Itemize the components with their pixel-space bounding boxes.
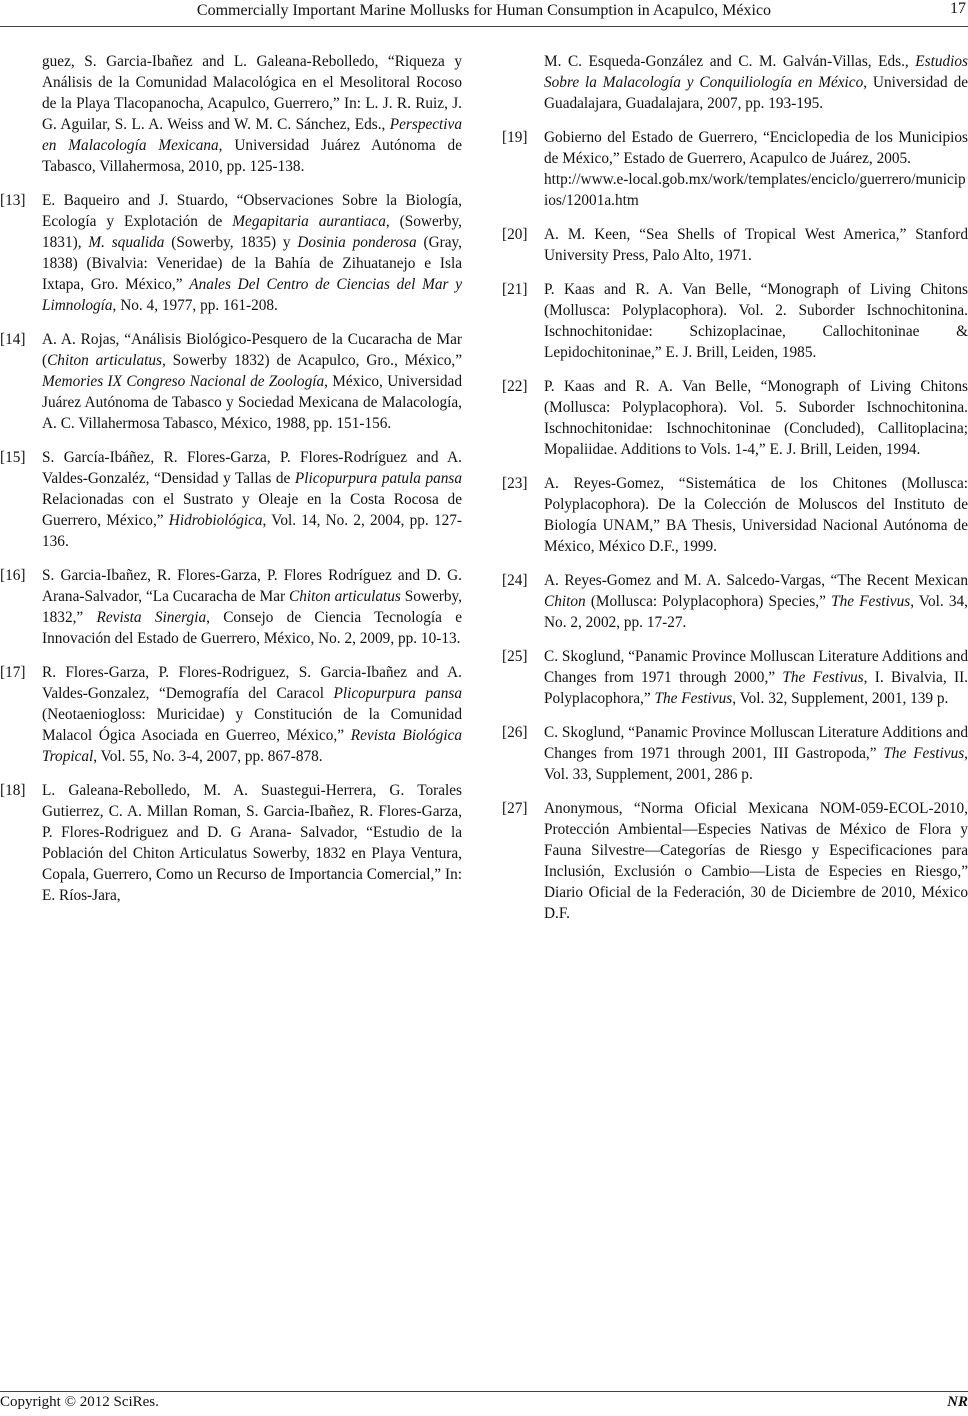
reference-number: [20] [502, 226, 528, 243]
reference-entry [502, 279, 968, 363]
ref-text: , Vol. 32, Supplement, 2001, 139 p. [732, 690, 949, 707]
journal-abbreviation: NR [947, 1394, 968, 1410]
ref-text: Sowerby, 1832,” [42, 588, 463, 626]
reference-entry [0, 447, 462, 552]
reference-number: [15] [0, 449, 26, 466]
italic-text: Estudios Sobre la Malacología y Conquiliología en México [544, 53, 968, 91]
italic-text: Plicopurpura patula pansa [294, 470, 462, 487]
ref-text: C. Skoglund, “Panamic Province Molluscan Literature Additions and Changes from 1971 through 2001, III Gastropoda,” [544, 724, 968, 762]
italic-text: Chiton [544, 593, 586, 610]
ref-text: A. Reyes-Gomez and M. A. Salcedo-Vargas, “The Recent Mexican [544, 572, 968, 589]
ref-text: C. Skoglund, “Panamic Province Molluscan Literature Additions and Changes from 1971 through 2000,” [544, 648, 968, 686]
reference-number: [26] [502, 724, 528, 741]
italic-text: Memories IX Congreso Nacional de Zoología [42, 373, 325, 390]
reference-entry [502, 798, 968, 924]
italic-text: The Festivus [883, 745, 965, 762]
ref-text: L. Galeana-Rebolledo, M. A. Suastegui-Herrera, G. Torales Gutierrez, C. A. Millan Roman, S. Garcia-Ibañez, R. Flores-Garza, P. Flores-Rodriguez and D. G Arana- Salvador, “Estudio de la Población del Chiton Articulatus Sowerby, 1832 en Playa Ventura, Copala, Guerrero, Como un Recurso de Importancia Comercial,” In: E. Ríos-Jara, [42, 782, 462, 904]
reference-body [42, 190, 462, 316]
reference-entry [0, 329, 462, 434]
ref-text: A. M. Keen, “Sea Shells of Tropical West America,” Stanford University Press, Palo Alto, 1971. [544, 226, 968, 264]
reference-number: [19] [502, 129, 528, 146]
ref-text: , Consejo de Ciencia Tecnología e Innovación del Estado de Guerrero, México, No. 2, 2009, pp. 10-13. [42, 609, 462, 647]
running-title: Commercially Important Marine Mollusks for Human Consumption in Acapulco, México [196, 2, 772, 19]
copyright-notice: Copyright © 2012 SciRes. [0, 1394, 159, 1410]
italic-text: Anales Del Centro de Ciencias del Mar y Limnología [42, 276, 462, 314]
reference-body [544, 570, 968, 633]
italic-text: Chiton articulatus [47, 352, 162, 369]
reference-body [544, 127, 968, 169]
reference-url[interactable]: http://www.e-local.gob.mx/work/templates/enciclo/guerrero/municipios/12001a.htm [544, 171, 966, 209]
reference-entry [0, 662, 462, 767]
ref-text: Relacionadas con el Sustrato y Oleaje en la Costa Rocosa de Guerrero, México,” [42, 491, 462, 529]
italic-text: The Festivus [782, 669, 864, 686]
reference-continuation [502, 51, 968, 114]
reference-body [42, 780, 462, 906]
italic-text: Hidrobiológica [168, 512, 263, 529]
italic-text: Revista Sinergia [96, 609, 207, 626]
reference-entry [502, 722, 968, 785]
ref-text: , I. Bivalvia, II. Polyplacophora,” [544, 669, 968, 707]
reference-number: [22] [502, 378, 528, 395]
ref-text: , Vol. 34, No. 2, 2002, pp. 17-27. [544, 593, 968, 631]
ref-text: Gobierno del Estado de Guerrero, “Enciclopedia de los Municipios de México,” Estado de Guerrero, Acapulco de Juárez, 2005. [544, 129, 968, 167]
ref-text: , Universidad de Guadalajara, Guadalajara, 2007, pp. 193-195. [544, 74, 968, 112]
reference-number: [14] [0, 331, 26, 348]
reference-body [42, 447, 462, 552]
reference-body [544, 722, 968, 785]
ref-text: , (Sowerby, 1831), [42, 213, 462, 251]
page-header [0, 0, 968, 27]
ref-text: , Vol. 55, No. 3-4, 2007, pp. 867-878. [93, 748, 323, 765]
ref-text: S. García-Ibáñez, R. Flores-Garza, P. Flores-Rodríguez and A. Valdes-Gonzaléz, “Densidad y Tallas de [42, 449, 462, 487]
ref-text: (Mollusca: Polyplacophora) Species,” [585, 593, 832, 610]
reference-body [544, 279, 968, 363]
reference-entry [0, 565, 462, 649]
ref-text: , No. 4, 1977, pp. 161-208. [112, 297, 278, 314]
ref-text: Anonymous, “Norma Oficial Mexicana NOM-059-ECOL-2010, Protección Ambiental—Especies Nativas de México de Flora y Fauna Silvestre—Categorías de Riesgo y Especificaciones para Inclusión, Exclusión o Cambio—Lista de Especies en Riesgo,” Diario Oficial de la Federación, 30 de Diciembre de 2010, México D.F. [544, 800, 968, 922]
reference-continuation [0, 51, 462, 177]
ref-text: (Gray, 1838) (Bivalvia: Veneridae) de la Bahía de Zihuatanejo e Isla Ixtapa, Gro. México,” [42, 234, 462, 293]
reference-entry [502, 473, 968, 557]
page-footer [0, 1391, 968, 1416]
reference-body [42, 662, 462, 767]
reference-number: [13] [0, 192, 26, 209]
reference-number: [24] [502, 572, 528, 589]
ref-text: , Sowerby 1832) de Acapulco, Gro., México,” [161, 352, 463, 369]
reference-body [544, 376, 968, 460]
italic-text: Chiton articulatus [289, 588, 401, 605]
italic-text: Megapitaria aurantiaca [232, 213, 386, 230]
reference-entry [502, 127, 968, 211]
reference-number: [17] [0, 664, 26, 681]
reference-entry [502, 224, 968, 266]
ref-text: , Vol. 33, Supplement, 2001, 286 p. [544, 745, 968, 783]
reference-number: [21] [502, 281, 528, 298]
right-column [502, 51, 968, 937]
italic-text: Dosinia ponderosa [297, 234, 417, 251]
italic-text: Perspectiva en Malacología Mexicana [42, 116, 462, 154]
ref-text: P. Kaas and R. A. Van Belle, “Monograph of Living Chitons (Mollusca: Polyplacophora). Vol. 5. Suborder Ischnochitonina. Ischnochitonidae: Ischnochitoninae (Concluded), Callitoplacina; Mopaliidae. Additions to Vols. 1-4,” E. J. Brill, Leiden, 1994. [544, 378, 968, 458]
reference-entry [502, 376, 968, 460]
italic-text: Plicopurpura pansa [333, 685, 462, 702]
reference-body [42, 565, 462, 649]
ref-text: guez, S. Garcia-Ibañez and L. Galeana-Rebolledo, “Riqueza y Análisis de la Comunidad Malacológica en el Mesolitoral Rocoso de la Playa Tlacopanocha, Acapulco, Guerrero,” In: L. J. R. Ruiz, J. G. Aguilar, S. L. A. Weiss and W. M. C. Sánchez, Eds., [42, 53, 462, 133]
ref-text: A. A. Rojas, “Análisis Biológico-Pesquero de la Cucaracha de Mar ( [42, 331, 462, 369]
reference-entry [502, 646, 968, 709]
ref-text: (Sowerby, 1835) y [164, 234, 298, 251]
ref-text: , México, Universidad Juárez Autónoma de Tabasco y Sociedad Mexicana de Malacología, A. C. Villahermosa Tabasco, México, 1988, pp. 151-156. [42, 373, 462, 432]
reference-number: [25] [502, 648, 528, 665]
left-column [0, 51, 462, 919]
italic-text: Revista Biológica Tropical [42, 727, 463, 765]
ref-text: A. Reyes-Gomez, “Sistemática de los Chitones (Mollusca: Polyplacophora). De la Colección de Moluscos del Instituto de Biología UNAM,” BA Thesis, Universidad Nacional Autónoma de México, México D.F., 1999. [544, 475, 968, 555]
reference-entry [502, 570, 968, 633]
ref-text: , Universidad Juárez Autónoma de Tabasco, Villahermosa, 2010, pp. 125-138. [42, 137, 462, 175]
ref-text: M. C. Esqueda-González and C. M. Galván-Villas, Eds., [544, 53, 916, 70]
page-number: 17 [950, 0, 966, 17]
reference-entry [0, 190, 462, 316]
reference-number: [27] [502, 800, 528, 817]
reference-number: [18] [0, 782, 26, 799]
reference-body [544, 646, 968, 709]
ref-text: (Neotaeniogloss: Muricidae) y Constitución de la Comunidad Malacol Ógica Asociada en Guerreo, México,” [42, 706, 462, 744]
reference-body [544, 473, 968, 557]
reference-body [544, 798, 968, 924]
reference-entry [0, 780, 462, 906]
italic-text: The Festivus [654, 690, 733, 707]
ref-text: P. Kaas and R. A. Van Belle, “Monograph of Living Chitons (Mollusca: Polyplacophora). Vol. 2. Suborder Ischnochitonina. Ischnochitonidae: Schizoplacinae, Callochitoninae & Lepidochitoninae,” E. J. Brill, Leiden, 1985. [544, 281, 968, 361]
reference-body [42, 329, 462, 434]
ref-text: R. Flores-Garza, P. Flores-Rodriguez, S. Garcia-Ibañez and A. Valdes-Gonzalez, “Demografía del Caracol [42, 664, 462, 702]
italic-text: The Festivus [831, 593, 911, 610]
reference-number: [23] [502, 475, 528, 492]
ref-text: S. Garcia-Ibañez, R. Flores-Garza, P. Flores Rodríguez and D. G. Arana-Salvador, “La Cucaracha de Mar [42, 567, 462, 605]
ref-text: E. Baqueiro and J. Stuardo, “Observaciones Sobre la Biología, Ecología y Explotación de [42, 192, 462, 230]
reference-body [544, 224, 968, 266]
reference-number: [16] [0, 567, 26, 584]
ref-text: , Vol. 14, No. 2, 2004, pp. 127-136. [42, 512, 462, 550]
italic-text: M. squalida [88, 234, 165, 251]
